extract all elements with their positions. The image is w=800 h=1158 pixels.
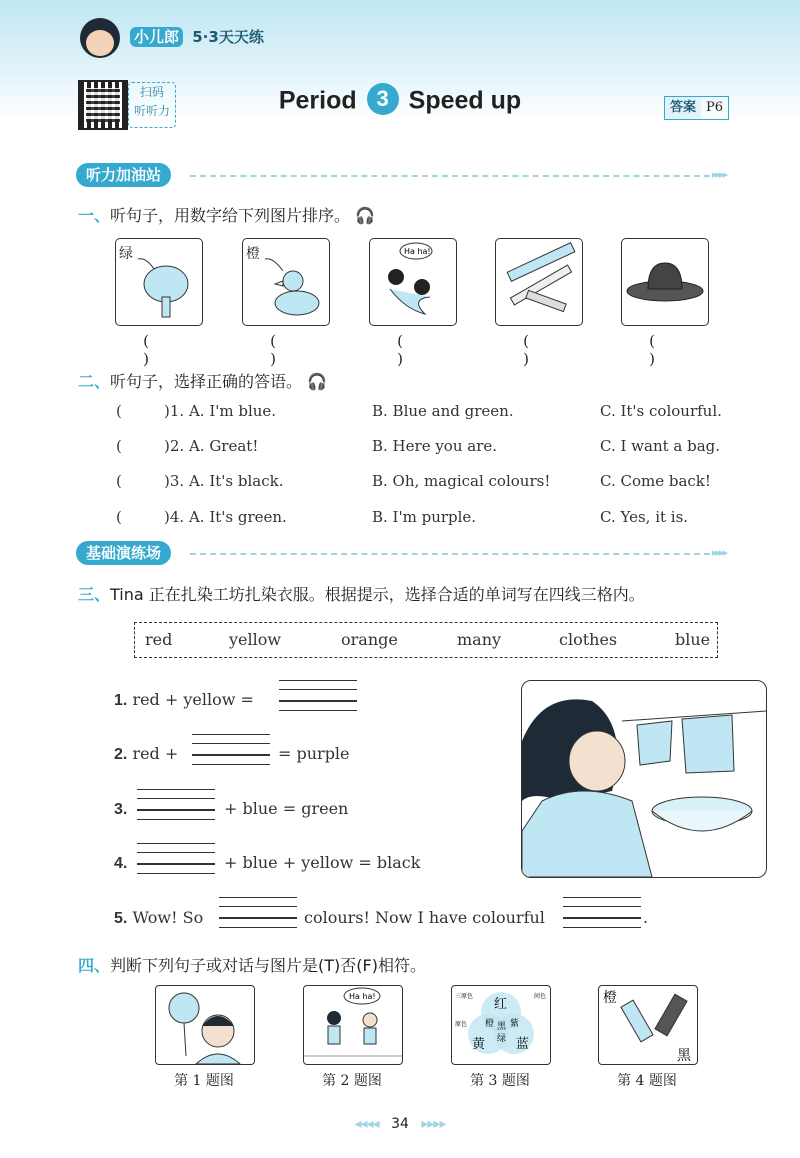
- char-purple: 紫: [510, 1019, 520, 1029]
- mascot-avatar: [80, 18, 120, 58]
- q3-item-4-writing-lines[interactable]: [137, 843, 215, 873]
- char-orange: 橙: [485, 1019, 495, 1029]
- stationery-icon: [496, 239, 582, 325]
- section-divider: [190, 553, 710, 555]
- q3-item-3-number: 3.: [114, 801, 128, 818]
- word-bank-item: yellow: [229, 630, 282, 649]
- q4-picture-4: [598, 985, 698, 1065]
- char-green: 绿: [497, 1034, 507, 1044]
- jumping-kids-icon: [304, 986, 402, 1064]
- word-bank-item: many: [457, 630, 502, 649]
- tie-dye-illustration: [521, 680, 767, 878]
- q3-item-4-after: + blue + yellow = black: [224, 853, 421, 872]
- q3-item-4-number: 4.: [114, 855, 128, 872]
- headphones-icon[interactable]: 🎧: [307, 372, 328, 391]
- label-secondary: 间色: [534, 993, 547, 1000]
- q3-item-1-writing-lines[interactable]: [279, 680, 357, 710]
- word-bank: [134, 622, 718, 658]
- q2-row-4-option-c[interactable]: C. Yes, it is.: [600, 508, 689, 526]
- q2-row-3-option-c[interactable]: C. Come back!: [600, 472, 711, 490]
- q1-answer-blank-4[interactable]: ( ): [523, 332, 553, 368]
- q2-row-1-option-b[interactable]: B. Blue and green.: [372, 402, 514, 420]
- question-4-heading: 四、判断下列句子或对话与图片是(T)否(F)相符。: [78, 956, 426, 975]
- q2-row-1-option-a[interactable]: )1. A. I'm blue.: [164, 402, 277, 420]
- char-yellow: 黄: [472, 1037, 486, 1052]
- brand-title: [130, 26, 264, 47]
- q1-picture-tree: 绿: [115, 238, 203, 326]
- q3-item-2: 2. red +: [114, 744, 179, 763]
- question-3-heading: 三、Tina 正在扎染工坊扎染衣服。根据提示，选择合适的单词写在四线三格内。: [78, 585, 645, 604]
- word-bank-item: blue: [675, 630, 711, 649]
- headphones-icon[interactable]: 🎧: [355, 206, 376, 225]
- char-orange: 橙: [603, 990, 617, 1006]
- char-black: 黑: [677, 1048, 691, 1064]
- q1-picture-hat: [621, 238, 709, 326]
- q1-picture-stationery: [495, 238, 583, 326]
- page-arrows-right: ▸▸▸▸: [421, 1116, 446, 1132]
- q3-item-2-writing-lines[interactable]: [192, 734, 270, 764]
- q3-item-5-writing-lines-2[interactable]: [563, 897, 641, 927]
- q2-row-3-option-a[interactable]: )3. A. It's black.: [164, 472, 284, 490]
- section-tag-practice: 基础演练场: [76, 541, 171, 565]
- q1-picture-duck: 橙: [242, 238, 330, 326]
- q4-caption-1: 第 1 题图: [174, 1073, 234, 1089]
- divider-arrows: ▸▸▸▸: [712, 546, 727, 559]
- paint-tubes-icon: [599, 986, 697, 1064]
- q2-row-4-paren[interactable]: (: [116, 508, 122, 526]
- q2-row-3-paren[interactable]: (: [116, 472, 122, 490]
- word-bank-item: orange: [341, 630, 398, 649]
- brand-series: 5·3天天练: [192, 28, 264, 46]
- section-tag-listening: 听力加油站: [76, 163, 171, 187]
- q2-row-3-option-b[interactable]: B. Oh, magical colours!: [372, 472, 551, 490]
- label-primary-colors: 三原色: [455, 993, 474, 1000]
- q3-item-5-writing-lines-1[interactable]: [219, 897, 297, 927]
- q2-row-4-option-a[interactable]: )4. A. It's green.: [164, 508, 287, 526]
- speech-bubble-text: Ha ha!: [349, 992, 376, 1001]
- q4-picture-1: [155, 985, 255, 1065]
- page-title: Period 3 Speed up: [0, 86, 800, 118]
- q2-row-2-option-b[interactable]: B. Here you are.: [372, 437, 498, 455]
- label-primary: 原色: [455, 1021, 468, 1028]
- q2-row-1-paren[interactable]: (: [116, 402, 122, 420]
- q1-picture-laughing-kids: [369, 238, 457, 326]
- question-2-heading: 二、听句子，选择正确的答语。 🎧: [78, 372, 328, 391]
- q1-answer-blank-2[interactable]: ( ): [270, 332, 300, 368]
- q3-item-3-after: + blue = green: [224, 799, 349, 818]
- q4-caption-4: 第 4 题图: [617, 1073, 677, 1089]
- word-bank-item: clothes: [559, 630, 618, 649]
- hat-icon: [622, 239, 708, 325]
- q3-item-1: 1. red + yellow =: [114, 690, 254, 709]
- q3-item-2-after: = purple: [278, 744, 350, 763]
- balloon-boy-icon: [156, 986, 254, 1064]
- q2-row-4-option-b[interactable]: B. I'm purple.: [372, 508, 477, 526]
- divider-arrows: ▸▸▸▸: [712, 168, 727, 181]
- q2-row-2-option-c[interactable]: C. I want a bag.: [600, 437, 721, 455]
- q3-item-3-writing-lines[interactable]: [137, 789, 215, 819]
- color-wheel-icon: [452, 986, 550, 1064]
- q1-answer-blank-1[interactable]: ( ): [143, 332, 173, 368]
- q4-caption-3: 第 3 题图: [470, 1073, 530, 1089]
- q1-answer-blank-5[interactable]: ( ): [649, 332, 679, 368]
- girl-tie-dye-icon: [522, 681, 766, 877]
- q2-row-2-paren[interactable]: (: [116, 437, 122, 455]
- char-black: 黑: [497, 1022, 507, 1032]
- q1-answer-blank-3[interactable]: ( ): [397, 332, 427, 368]
- q3-item-5-end: .: [643, 908, 649, 927]
- char-blue: 蓝: [516, 1037, 530, 1052]
- word-bank-item: red: [145, 630, 173, 649]
- q4-picture-3: [451, 985, 551, 1065]
- page-number: ◂◂◂◂ 34 ▸▸▸▸: [354, 1116, 446, 1132]
- page-arrows-left: ◂◂◂◂: [354, 1116, 379, 1132]
- section-divider: [190, 175, 710, 177]
- q2-row-1-option-c[interactable]: C. It's colourful.: [600, 402, 722, 420]
- char-red: 红: [494, 997, 508, 1012]
- q3-item-5: 5. Wow! So: [114, 908, 204, 927]
- q3-item-5-mid: colours! Now I have colourful: [304, 908, 545, 927]
- laughing-kids-icon: [370, 239, 456, 325]
- answer-reference[interactable]: 答案 P6: [664, 96, 729, 120]
- brand-name: 小儿郎: [130, 27, 183, 47]
- q4-picture-2: [303, 985, 403, 1065]
- scan-listen-label: 扫码 听听力: [128, 82, 176, 128]
- speech-bubble-text: Ha ha!: [404, 247, 431, 256]
- q2-row-2-option-a[interactable]: )2. A. Great!: [164, 437, 259, 455]
- q4-caption-2: 第 2 题图: [322, 1073, 382, 1089]
- question-1-heading: 一、听句子，用数字给下列图片排序。 🎧: [78, 206, 376, 225]
- period-number-badge: 3: [367, 83, 399, 115]
